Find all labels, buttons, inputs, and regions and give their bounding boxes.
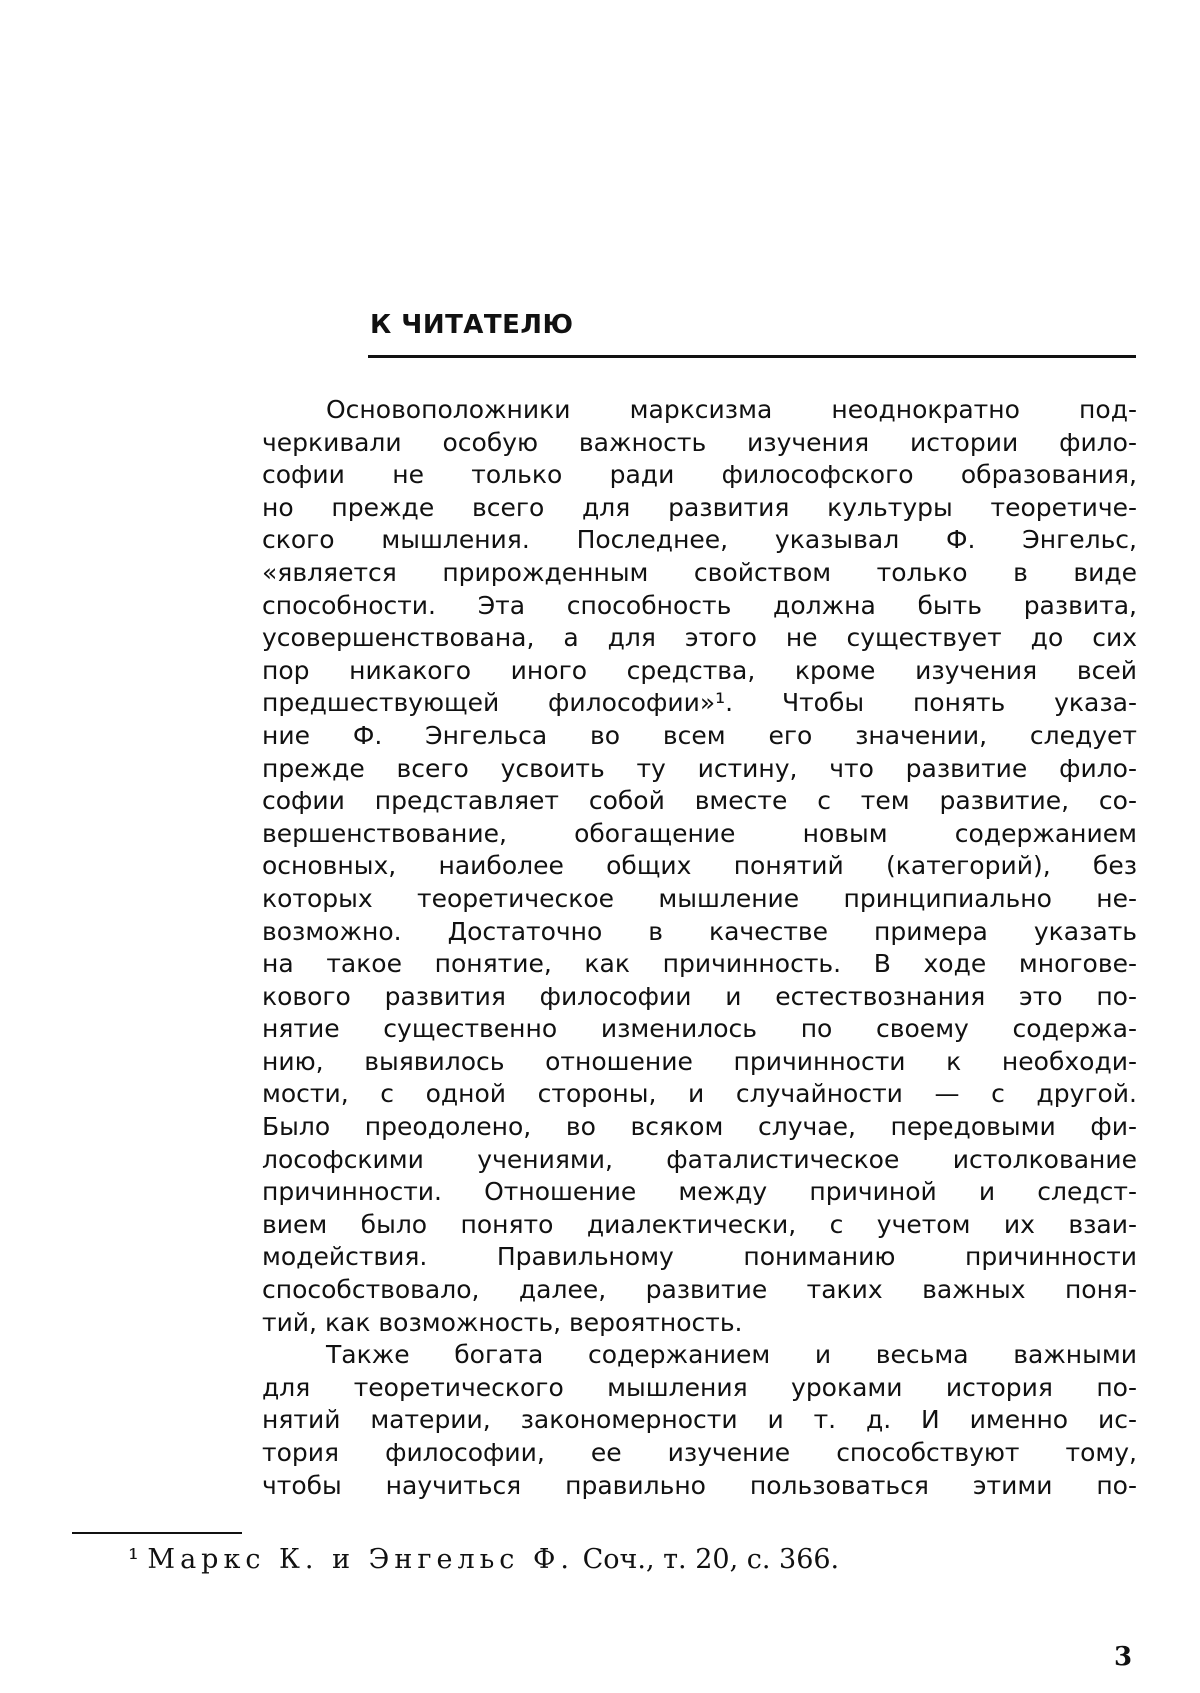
text-line: пор никакого иного средства, кроме изучения всей xyxy=(262,655,1137,685)
text-line: черкивали особую важность изучения истории фило- xyxy=(262,427,1137,457)
text-line: софии не только ради философского образования, xyxy=(262,460,1137,490)
text-line: мости, с одной стороны, и случайности — с другой. xyxy=(262,1079,1137,1109)
text-line: на такое понятие, как причинность. В ходе многове- xyxy=(262,949,1137,979)
text-line: прежде всего усвоить ту истину, что развитие фило- xyxy=(262,753,1137,783)
text-line: вершенствование, обогащение новым содержанием xyxy=(262,818,1137,848)
text-line: которых теоретическое мышление принципиально не- xyxy=(262,883,1137,913)
text-line: кового развития философии и естествознания это по- xyxy=(262,981,1137,1011)
text-line: Основоположники марксизма неоднократно под- xyxy=(326,395,1137,424)
text-line: тория философии, ее изучение способствуют тому, xyxy=(262,1438,1137,1467)
text-line: нятие существенно изменилось по своему содержа- xyxy=(262,1014,1137,1044)
text-line: софии представляет собой вместе с тем развитие, со- xyxy=(262,786,1137,816)
text-line: «является прирожденным свойством только в виде xyxy=(262,557,1137,587)
text-line: способствовало, далее, развитие таких важных поня- xyxy=(262,1275,1137,1305)
text-line: ского мышления. Последнее, указывал Ф. Энгельс, xyxy=(262,525,1137,555)
text-line: лософскими учениями, фаталистическое истолкование xyxy=(262,1144,1137,1174)
footnote-rule xyxy=(72,1532,242,1534)
footnote-source: Соч., т. 20, с. 366. xyxy=(582,1544,840,1575)
text-line: возможно. Достаточно в качестве примера указать xyxy=(262,916,1137,946)
page-number: 3 xyxy=(1114,1642,1133,1672)
text-line: для теоретического мышления уроками история по- xyxy=(262,1372,1137,1402)
text-line: нию, выявилось отношение причинности к необходи- xyxy=(262,1046,1137,1076)
text-line: нятий материи, закономерности и т. д. И именно ис- xyxy=(262,1405,1137,1435)
text-line: усовершенствована, а для этого не существует до сих xyxy=(262,623,1137,653)
heading-rule xyxy=(368,355,1136,358)
text-line: но прежде всего для развития культуры теоретиче- xyxy=(262,492,1137,522)
text-line: чтобы научиться правильно пользоваться этими по- xyxy=(262,1470,1137,1500)
footnote-authors: Маркс К. и Энгельс Ф. xyxy=(147,1544,574,1575)
text-line: основных, наиболее общих понятий (категорий), без xyxy=(262,851,1137,881)
text-line: модействия. Правильному пониманию причинности xyxy=(262,1242,1137,1272)
body-text xyxy=(262,394,1137,1502)
text-line: вием было понято диалектически, с учетом их взаи- xyxy=(262,1209,1137,1239)
text-line: тий, как возможность, вероятность. xyxy=(262,1307,743,1337)
text-line: предшествующей философии»¹. Чтобы понять указа- xyxy=(262,688,1137,718)
page-heading: К ЧИТАТЕЛЮ xyxy=(370,310,574,340)
text-line: ние Ф. Энгельса во всем его значении, следует xyxy=(262,720,1137,750)
text-line: Было преодолено, во всяком случае, передовыми фи- xyxy=(262,1112,1137,1142)
text-line: способности. Эта способность должна быть развита, xyxy=(262,590,1137,620)
footnote xyxy=(128,1544,839,1575)
text-line: Также богата содержанием и весьма важными xyxy=(326,1340,1137,1370)
footnote-marker: ¹ xyxy=(128,1544,139,1575)
text-line: причинности. Отношение между причиной и следст- xyxy=(262,1177,1137,1207)
